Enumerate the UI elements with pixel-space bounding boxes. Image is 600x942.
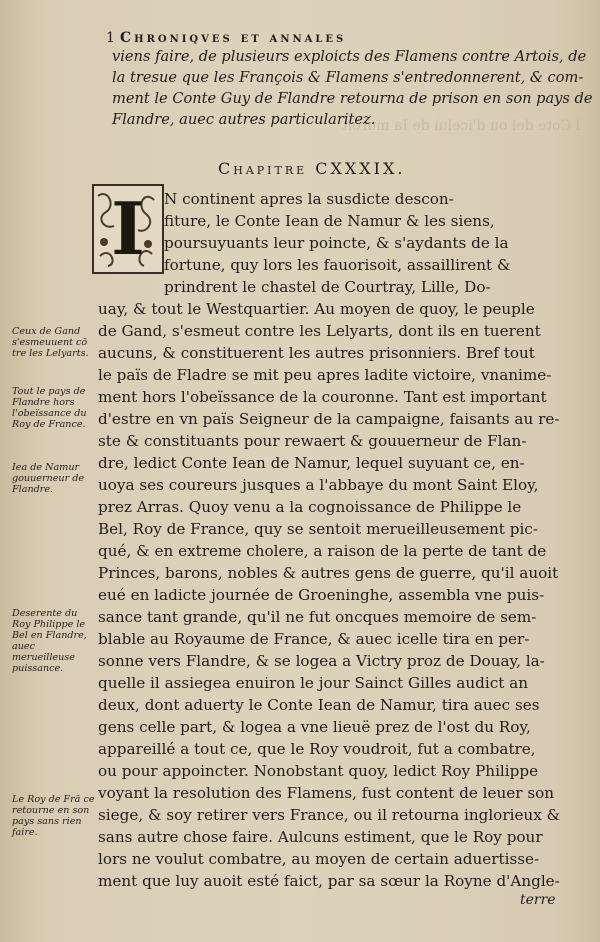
- text-line: fortune, quy lors les fauorisoit, assaillirent &: [164, 256, 511, 274]
- chapter-heading: Chapitre CXXXIX.: [218, 159, 406, 178]
- text-line: deux, dont aduerty le Conte Iean de Namur, tira auec ses: [98, 696, 540, 714]
- text-line: voyant la resolution des Flamens, fust content de leuer son: [98, 784, 555, 802]
- page-number: 1: [106, 30, 115, 46]
- text-line: blable au Royaume de France, & auec icelle tira en per-: [98, 630, 530, 648]
- margin-note: Tout le pays de Flandre hors l'obeïssance du Roy de France.: [12, 386, 87, 430]
- text-line: le païs de Fladre se mit peu apres ladite victoire, vnanime-: [98, 366, 552, 384]
- summary-line: Flandre, auec autres particularitez.: [112, 111, 376, 128]
- text-line: de Gand, s'esmeut contre les Lelyarts, dont ils en tuerent: [98, 322, 541, 340]
- text-line: eué en ladicte journée de Groeninghe, assembla vne puis-: [98, 586, 545, 604]
- margin-note: Deserente du Roy Philippe le Bel en Flandre, auec merueilleuse puissance.: [12, 608, 87, 674]
- text-line: prindrent le chastel de Courtray, Lille, Do-: [164, 278, 491, 296]
- text-line: prez Arras. Quoy venu a la cognoissance de Philippe le: [98, 498, 522, 516]
- text-line: appareillé a tout ce, que le Roy voudroit, fut a combatre,: [98, 740, 536, 758]
- text-line: Princes, barons, nobles & autres gens de guerre, qu'il auoit: [98, 564, 559, 582]
- text-line: aucuns, & constituerent les autres prisonniers. Bref tout: [98, 344, 535, 362]
- text-line: sonne vers Flandre, & se logea a Victry proz de Douay, la-: [98, 652, 545, 670]
- text-line: uay, & tout le Westquartier. Au moyen de quoy, le peuple: [98, 300, 535, 318]
- text-line: uoya ses coureurs jusques a l'abbaye du mont Saint Eloy,: [98, 476, 539, 494]
- text-line: poursuyuants leur poincte, & s'aydants de la: [164, 234, 509, 252]
- text-line: ment hors l'obeïssance de la couronne. Tant est important: [98, 388, 547, 406]
- text-line: ment que luy auoit esté faict, par sa sœur la Royne d'Angle-: [98, 872, 560, 890]
- ornamental-drop-cap: [92, 184, 164, 274]
- text-line: siege, & soy retirer vers France, ou il retourna inglorieux &: [98, 806, 561, 824]
- text-line: d'estre en vn païs Seigneur de la campaigne, faisants au re-: [98, 410, 560, 428]
- text-line: quelle il assiegea enuiron le jour Sainct Gilles audict an: [98, 674, 528, 692]
- text-line: lors ne voulut combatre, au moyen de certain aduertisse-: [98, 850, 540, 868]
- summary-line: viens faire, de plusieurs exploicts des Flamens contre Artois, de: [112, 48, 587, 65]
- text-line: ste & constituants pour rewaert & gouuerneur de Flan-: [98, 432, 527, 450]
- summary-line: la tresue que les François & Flamens s'entredonnerent, & com-: [112, 69, 584, 86]
- margin-note: Ceux de Gand s'esmeuuent cō tre les Lelyarts.: [12, 326, 89, 359]
- text-line: qué, & en extreme cholere, a raison de la perte de tant de: [98, 542, 547, 560]
- text-line: ou pour appoincter. Nonobstant quoy, ledict Roy Philippe: [98, 762, 539, 780]
- bleed-through-text: l Cote del ou d'icelui de Ia muroit: [342, 118, 580, 134]
- running-header: [106, 30, 347, 46]
- drop-cap-letter: I: [111, 186, 145, 271]
- text-line: gens celle part, & logea a vne lieuë prez de l'ost du Roy,: [98, 718, 531, 736]
- text-line: Bel, Roy de France, quy se sentoit merueilleusement pic-: [98, 520, 538, 538]
- chapter-summary: [112, 46, 593, 130]
- text-line: fiture, le Conte Iean de Namur & les siens,: [164, 212, 495, 230]
- text-line: sans autre chose faire. Aulcuns estiment, que le Roy pour: [98, 828, 543, 846]
- text-line: dre, ledict Conte Iean de Namur, lequel suyuant ce, en-: [98, 454, 525, 472]
- running-title: Chroniqves et annales: [120, 30, 347, 46]
- text-line: sance tant grande, qu'il ne fut oncques memoire de sem-: [98, 608, 537, 626]
- catchword: terre: [520, 892, 556, 908]
- margin-note: Le Roy de Frā ce retourne en son pays sans rien faire.: [12, 794, 95, 838]
- summary-line: ment le Conte Guy de Flandre retourna de prison en son pays de: [112, 90, 593, 107]
- text-line: N continent apres la susdicte descon-: [164, 190, 454, 208]
- margin-note: Iea de Namur gouuerneur de Flandre.: [12, 462, 85, 495]
